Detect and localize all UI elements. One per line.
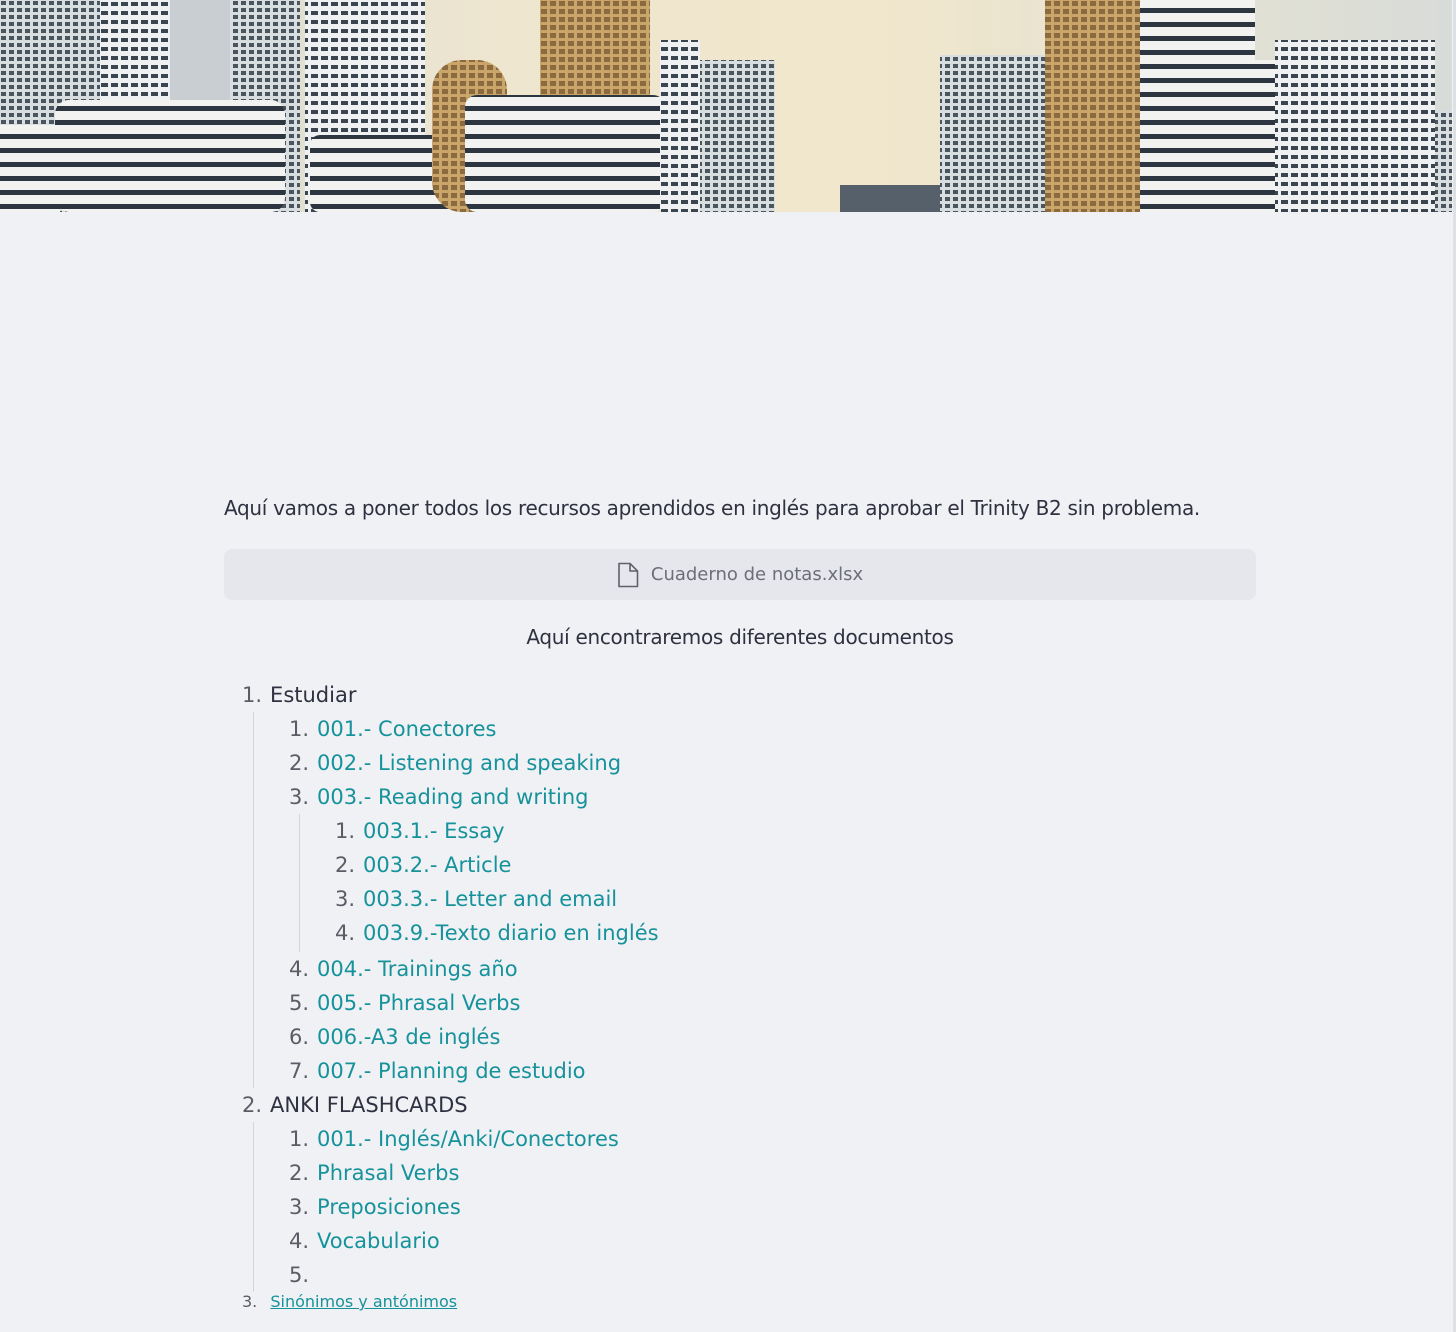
list-number: 4. <box>335 921 356 945</box>
resource-list <box>242 678 1256 1311</box>
list-item <box>289 1190 1256 1224</box>
list-number: 2. <box>335 853 356 877</box>
list-item <box>289 1122 1256 1156</box>
file-attachment[interactable] <box>224 549 1256 600</box>
list-number: 5. <box>289 991 310 1015</box>
page-link-vocabulario[interactable]: Vocabulario <box>317 1229 440 1253</box>
page-link-texto-diario[interactable]: 003.9.-Texto diario en inglés <box>363 921 659 945</box>
list-number: 5. <box>289 1263 310 1287</box>
list-item-anki <box>242 1088 1256 1292</box>
list-number: 1. <box>289 717 310 741</box>
list-item <box>289 1258 1256 1292</box>
city-skyline-image <box>0 0 1452 212</box>
section-subtitle: Aquí encontraremos diferentes documentos <box>526 625 954 649</box>
list-item <box>289 1020 1256 1054</box>
list-item <box>335 916 1256 950</box>
list-item <box>289 1224 1256 1258</box>
list-item <box>289 780 1256 952</box>
list-item <box>289 986 1256 1020</box>
list-number: 3. <box>289 1195 310 1219</box>
cover-image <box>0 0 1452 212</box>
list-number: 4. <box>289 957 310 981</box>
anki-sublist <box>253 1122 1256 1292</box>
list-number: 1. <box>335 819 356 843</box>
list-number: 1. <box>242 683 263 707</box>
list-number: 3. <box>335 887 356 911</box>
list-number: 3. <box>242 1292 258 1311</box>
page-link-anki-phrasal-verbs[interactable]: Phrasal Verbs <box>317 1161 460 1185</box>
page-link-conectores[interactable]: 001.- Conectores <box>317 717 497 741</box>
page-link-letter-email[interactable]: 003.3.- Letter and email <box>363 887 618 911</box>
page-link-article[interactable]: 003.2.- Article <box>363 853 512 877</box>
list-item <box>335 848 1256 882</box>
list-item <box>289 1156 1256 1190</box>
list-number: 4. <box>289 1229 310 1253</box>
reading-writing-sublist <box>299 814 1256 952</box>
link-sinonimos-antonimos[interactable]: Sinónimos y antónimos <box>270 1292 458 1311</box>
page-content <box>224 490 1256 1311</box>
estudiar-sublist <box>253 712 1256 1088</box>
page-link-planning[interactable]: 007.- Planning de estudio <box>317 1059 586 1083</box>
list-item <box>335 882 1256 916</box>
page-link-essay[interactable]: 003.1.- Essay <box>363 819 505 843</box>
page-link-preposiciones[interactable]: Preposiciones <box>317 1195 461 1219</box>
list-item <box>289 1054 1256 1088</box>
list-number: 7. <box>289 1059 310 1083</box>
list-number: 2. <box>289 751 310 775</box>
list-number: 1. <box>289 1127 310 1151</box>
page-link-anki-conectores[interactable]: 001.- Inglés/Anki/Conectores <box>317 1127 619 1151</box>
page-link-trainings[interactable]: 004.- Trainings año <box>317 957 518 981</box>
list-item <box>289 712 1256 746</box>
page-link-a3[interactable]: 006.-A3 de inglés <box>317 1025 501 1049</box>
list-item-estudiar <box>242 678 1256 1088</box>
list-item-sinonimos <box>242 1292 1256 1311</box>
list-number: 2. <box>289 1161 310 1185</box>
list-item <box>289 746 1256 780</box>
list-number: 6. <box>289 1025 310 1049</box>
page-link-listening[interactable]: 002.- Listening and speaking <box>317 751 622 775</box>
list-number: 2. <box>242 1093 263 1117</box>
list-item <box>289 952 1256 986</box>
list-item <box>335 814 1256 848</box>
page-link-phrasal-verbs[interactable]: 005.- Phrasal Verbs <box>317 991 521 1015</box>
list-heading-estudiar: Estudiar <box>270 683 357 707</box>
list-heading-anki: ANKI FLASHCARDS <box>270 1093 468 1117</box>
page-link-reading-writing[interactable]: 003.- Reading and writing <box>317 785 589 809</box>
list-number: 3. <box>289 785 310 809</box>
file-icon <box>617 562 639 588</box>
intro-text: Aquí vamos a poner todos los recursos aprendidos en inglés para aprobar el Trinity B2 sin problema. <box>224 496 1200 520</box>
file-name: Cuaderno de notas.xlsx <box>650 564 864 585</box>
